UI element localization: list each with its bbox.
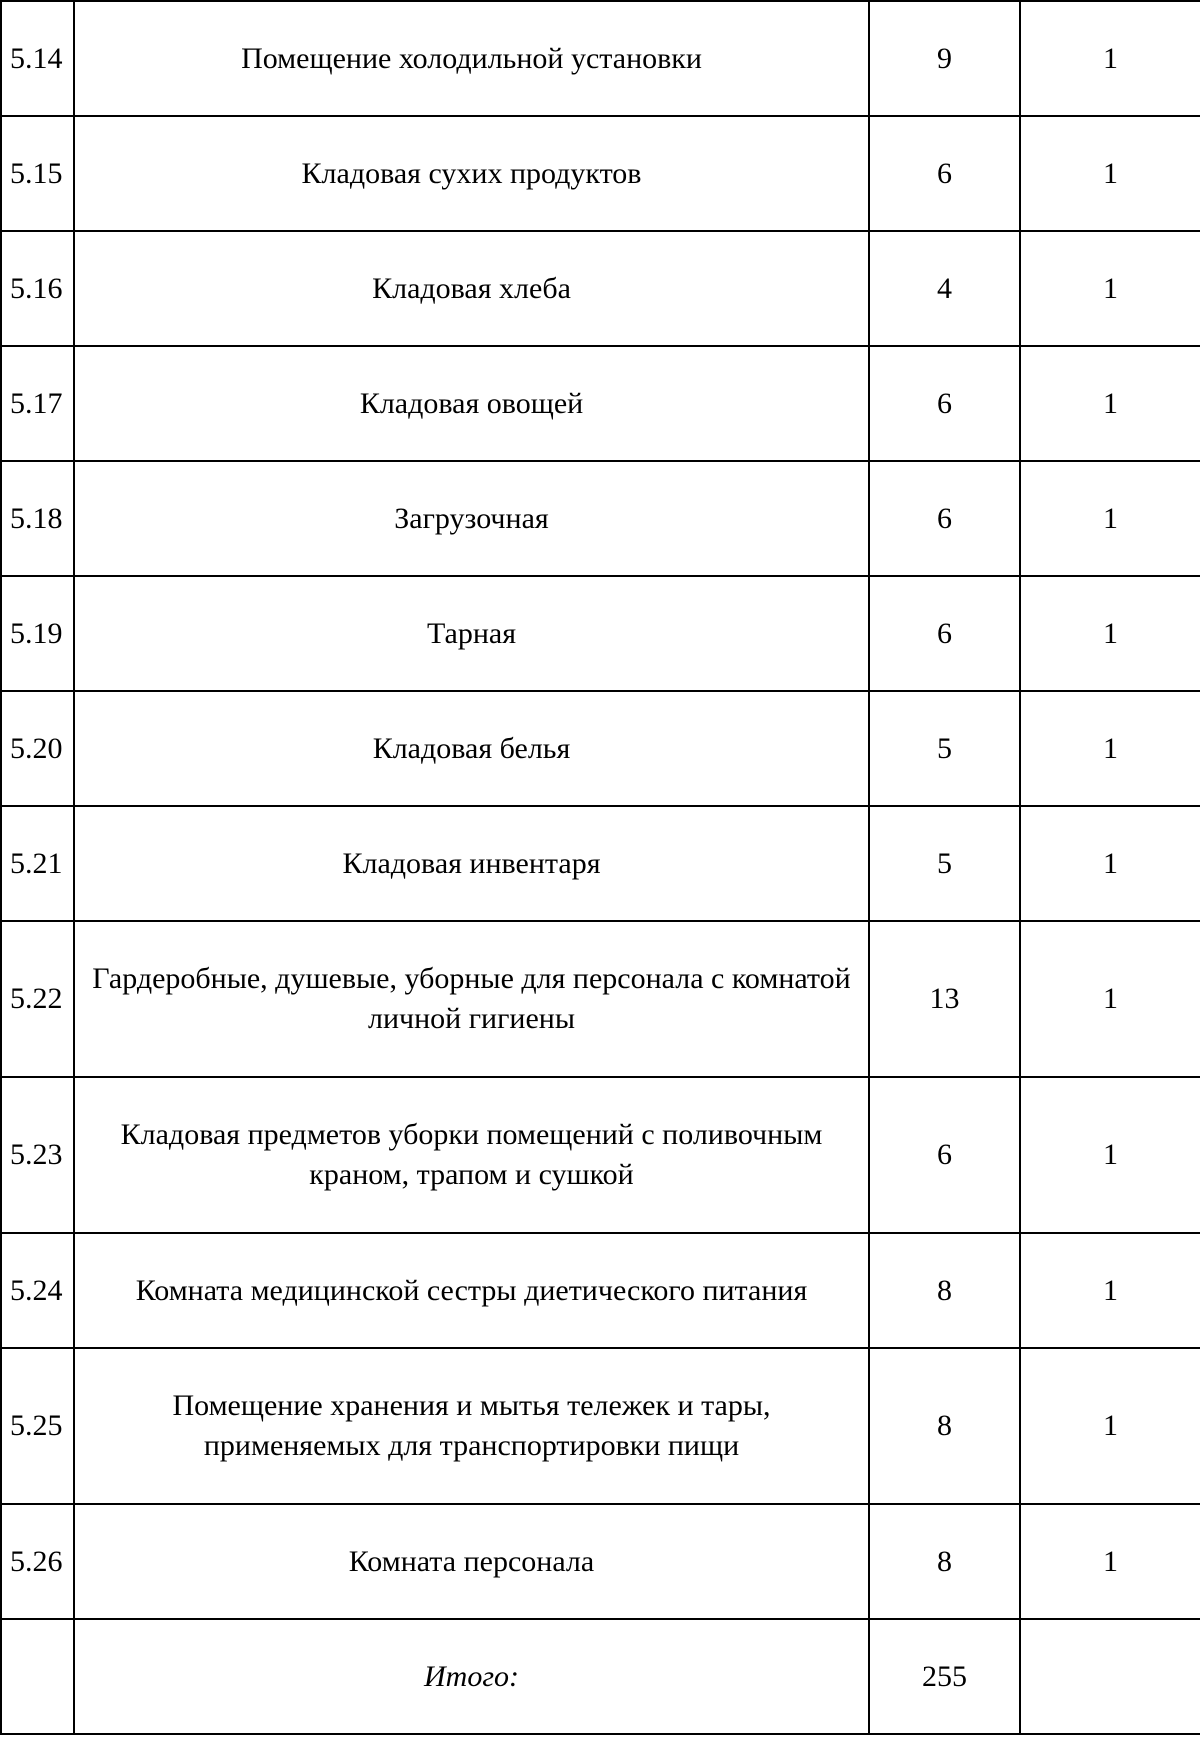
room-number: 5.14 <box>1 1 74 116</box>
room-quantity: 1 <box>1020 1504 1200 1619</box>
room-area: 6 <box>869 1077 1020 1233</box>
room-number: 5.24 <box>1 1233 74 1348</box>
room-name: Комната медицинской сестры диетического питания <box>74 1233 869 1348</box>
room-number: 5.25 <box>1 1348 74 1504</box>
room-name: Кладовая предметов уборки помещений с поливочным краном, трапом и сушкой <box>74 1077 869 1233</box>
room-number: 5.19 <box>1 576 74 691</box>
room-number: 5.21 <box>1 806 74 921</box>
room-number: 5.20 <box>1 691 74 806</box>
room-number: 5.18 <box>1 461 74 576</box>
total-number <box>1 1619 74 1734</box>
total-row <box>1 1619 1200 1734</box>
room-quantity: 1 <box>1020 921 1200 1077</box>
table-row <box>1 921 1200 1077</box>
room-area: 8 <box>869 1233 1020 1348</box>
table-row <box>1 691 1200 806</box>
table-row <box>1 346 1200 461</box>
table-row <box>1 1348 1200 1504</box>
table-row <box>1 461 1200 576</box>
table-row <box>1 1077 1200 1233</box>
total-area: 255 <box>869 1619 1020 1734</box>
room-quantity: 1 <box>1020 806 1200 921</box>
total-label: Итого: <box>74 1619 869 1734</box>
room-quantity: 1 <box>1020 461 1200 576</box>
room-quantity: 1 <box>1020 691 1200 806</box>
room-number: 5.15 <box>1 116 74 231</box>
room-area: 4 <box>869 231 1020 346</box>
room-area: 6 <box>869 461 1020 576</box>
room-name: Кладовая хлеба <box>74 231 869 346</box>
table-row <box>1 806 1200 921</box>
room-name: Кладовая инвентаря <box>74 806 869 921</box>
room-name: Кладовая сухих продуктов <box>74 116 869 231</box>
room-area: 8 <box>869 1348 1020 1504</box>
room-quantity: 1 <box>1020 1233 1200 1348</box>
table-row <box>1 231 1200 346</box>
room-quantity: 1 <box>1020 231 1200 346</box>
room-name: Гардеробные, душевые, уборные для персонала с комнатой личной гигиены <box>74 921 869 1077</box>
table-row <box>1 576 1200 691</box>
room-name: Кладовая белья <box>74 691 869 806</box>
room-area: 5 <box>869 691 1020 806</box>
room-number: 5.22 <box>1 921 74 1077</box>
rooms-table-body <box>1 1 1200 1734</box>
table-row <box>1 1504 1200 1619</box>
room-area: 9 <box>869 1 1020 116</box>
room-number: 5.26 <box>1 1504 74 1619</box>
room-area: 6 <box>869 346 1020 461</box>
total-quantity <box>1020 1619 1200 1734</box>
room-area: 5 <box>869 806 1020 921</box>
room-quantity: 1 <box>1020 1348 1200 1504</box>
room-name: Помещение холодильной установки <box>74 1 869 116</box>
room-name: Тарная <box>74 576 869 691</box>
room-quantity: 1 <box>1020 116 1200 231</box>
room-quantity: 1 <box>1020 1 1200 116</box>
room-name: Кладовая овощей <box>74 346 869 461</box>
room-number: 5.17 <box>1 346 74 461</box>
room-name: Помещение хранения и мытья тележек и тары, применяемых для транспортировки пищи <box>74 1348 869 1504</box>
table-row <box>1 1233 1200 1348</box>
room-quantity: 1 <box>1020 346 1200 461</box>
room-quantity: 1 <box>1020 1077 1200 1233</box>
table-row <box>1 116 1200 231</box>
room-quantity: 1 <box>1020 576 1200 691</box>
room-number: 5.16 <box>1 231 74 346</box>
table-row <box>1 1 1200 116</box>
room-area: 8 <box>869 1504 1020 1619</box>
room-area: 6 <box>869 576 1020 691</box>
room-area: 13 <box>869 921 1020 1077</box>
room-name: Комната персонала <box>74 1504 869 1619</box>
room-name: Загрузочная <box>74 461 869 576</box>
room-number: 5.23 <box>1 1077 74 1233</box>
room-area: 6 <box>869 116 1020 231</box>
